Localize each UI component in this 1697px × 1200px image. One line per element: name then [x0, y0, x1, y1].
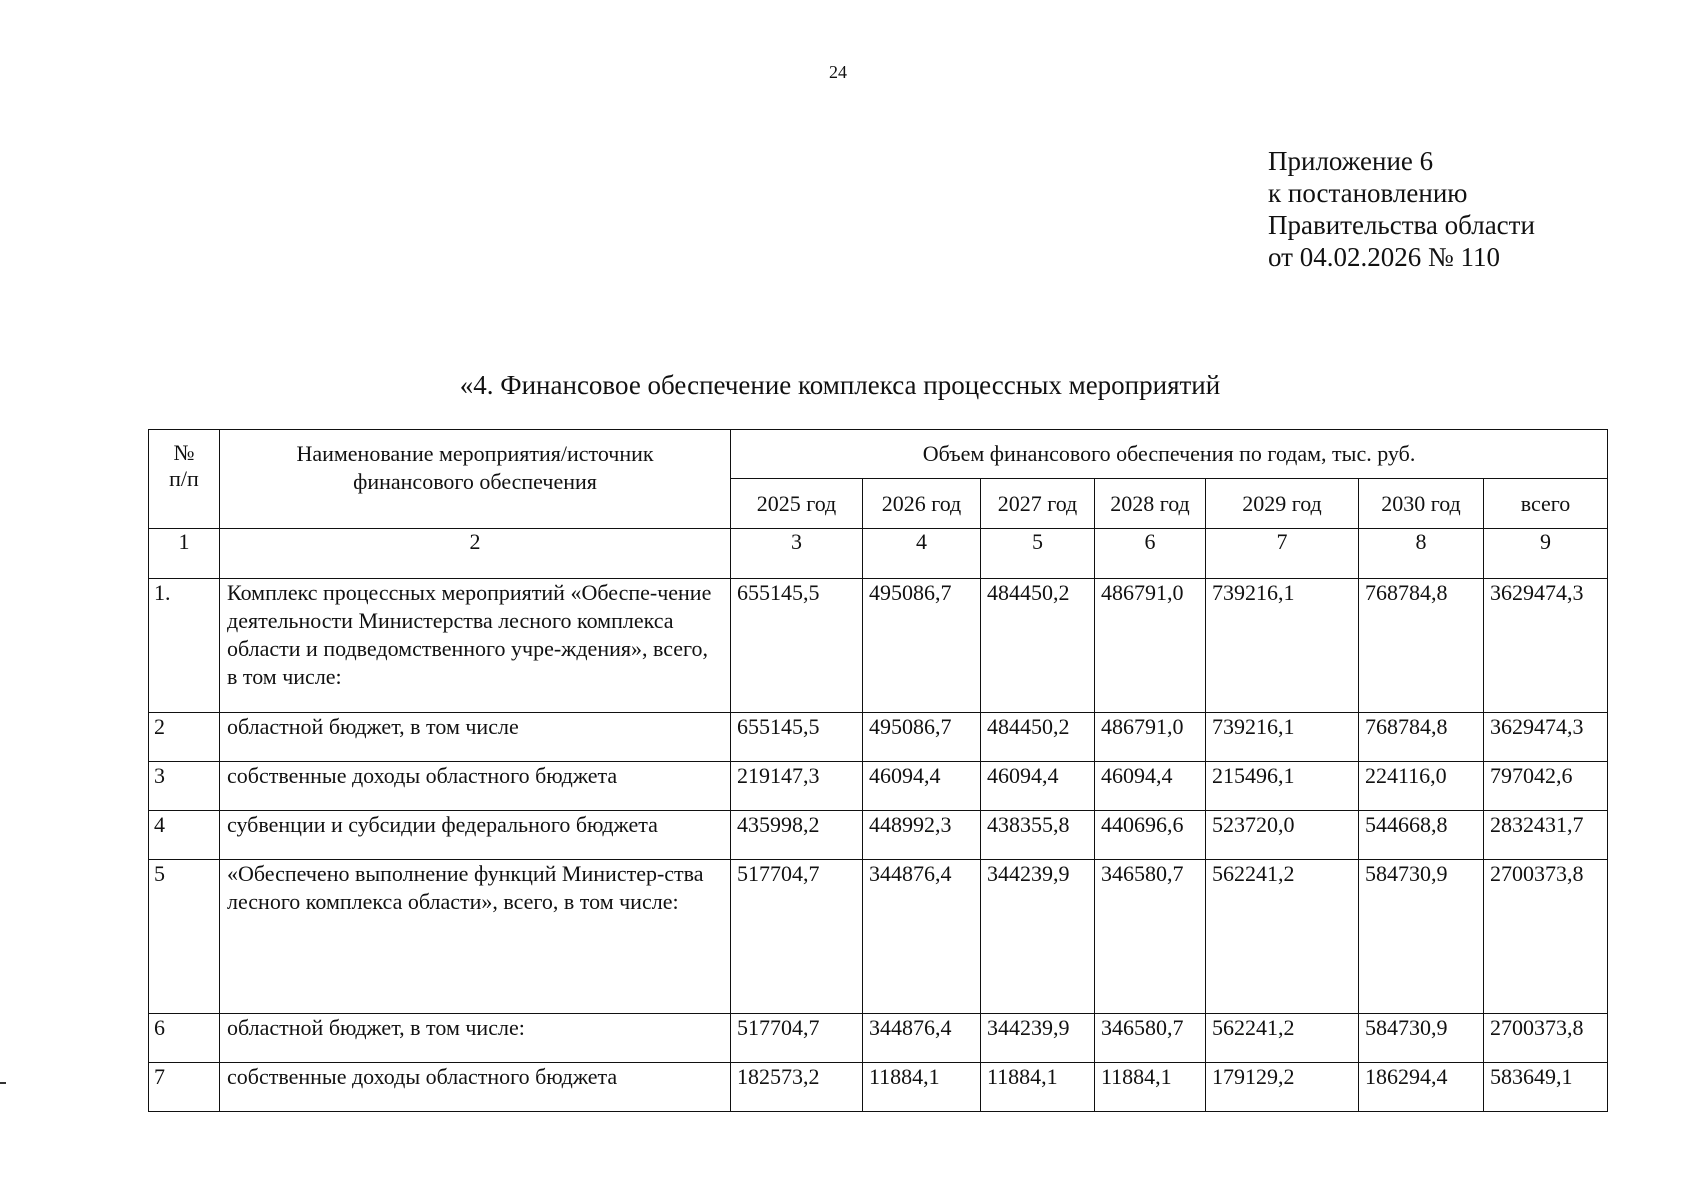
- header-num: [149, 430, 220, 529]
- row-value: 517704,7: [731, 860, 863, 1014]
- table-row: [149, 860, 1608, 1014]
- row-value: 484450,2: [981, 713, 1095, 762]
- row-value: 486791,0: [1095, 579, 1206, 713]
- row-name: областной бюджет, в том числе:: [220, 1014, 731, 1063]
- appendix-line: к постановлению: [1268, 178, 1468, 208]
- appendix-line: Приложение 6: [1268, 146, 1434, 176]
- row-value: 219147,3: [731, 762, 863, 811]
- row-value: 224116,0: [1359, 762, 1484, 811]
- row-value: 46094,4: [863, 762, 981, 811]
- table-row: [149, 1014, 1608, 1063]
- row-name: субвенции и субсидии федерального бюджета: [220, 811, 731, 860]
- header-num-text: № п/п: [169, 440, 199, 491]
- row-value: 655145,5: [731, 579, 863, 713]
- header-year: 2027 год: [981, 479, 1095, 529]
- row-num: 2: [149, 713, 220, 762]
- row-value: 344876,4: [863, 860, 981, 1014]
- row-value: 346580,7: [1095, 860, 1206, 1014]
- row-value: 584730,9: [1359, 1014, 1484, 1063]
- column-number: 5: [981, 529, 1095, 579]
- header-year: 2028 год: [1095, 479, 1206, 529]
- column-number: 2: [220, 529, 731, 579]
- row-value: 46094,4: [981, 762, 1095, 811]
- page-number: 24: [829, 62, 847, 82]
- row-value: 438355,8: [981, 811, 1095, 860]
- row-value: 182573,2: [731, 1063, 863, 1112]
- row-value: 739216,1: [1206, 713, 1359, 762]
- row-num: 3: [149, 762, 220, 811]
- row-value: 739216,1: [1206, 579, 1359, 713]
- row-value: 768784,8: [1359, 713, 1484, 762]
- row-total: 3629474,3: [1484, 579, 1608, 713]
- row-num: 7: [149, 1063, 220, 1112]
- row-value: 562241,2: [1206, 1014, 1359, 1063]
- row-total: 3629474,3: [1484, 713, 1608, 762]
- row-value: 517704,7: [731, 1014, 863, 1063]
- row-num: 6: [149, 1014, 220, 1063]
- row-value: 346580,7: [1095, 1014, 1206, 1063]
- header-year: 2029 год: [1206, 479, 1359, 529]
- row-value: 768784,8: [1359, 579, 1484, 713]
- row-value: 484450,2: [981, 579, 1095, 713]
- column-number: 7: [1206, 529, 1359, 579]
- row-name: областной бюджет, в том числе: [220, 713, 731, 762]
- row-value: 344239,9: [981, 1014, 1095, 1063]
- row-value: 435998,2: [731, 811, 863, 860]
- column-number: 6: [1095, 529, 1206, 579]
- header-volume: Объем финансового обеспечения по годам, тыс. руб.: [731, 430, 1608, 479]
- row-total: 2832431,7: [1484, 811, 1608, 860]
- row-name: Комплекс процессных мероприятий «Обеспе-чение деятельности Министерства лесного комплекса области и подведомственного учре-ждения», всего, в том числе:: [220, 579, 731, 713]
- header-name-text: Наименование мероприятия/источник финансового обеспечения: [296, 441, 654, 494]
- row-value: 486791,0: [1095, 713, 1206, 762]
- table-row: [149, 1063, 1608, 1112]
- appendix-line: от 04.02.2026 № 110: [1268, 242, 1500, 272]
- row-value: 344876,4: [863, 1014, 981, 1063]
- row-value: 495086,7: [863, 579, 981, 713]
- appendix-block: [1268, 145, 1535, 273]
- row-value: 544668,8: [1359, 811, 1484, 860]
- row-num: 4: [149, 811, 220, 860]
- table-title: «4. Финансовое обеспечение комплекса процессных мероприятий: [459, 370, 1221, 400]
- column-number: 1: [149, 529, 220, 579]
- margin-mark: [0, 1082, 6, 1084]
- column-number: 8: [1359, 529, 1484, 579]
- row-name: собственные доходы областного бюджета: [220, 762, 731, 811]
- appendix-line: Правительства области: [1268, 210, 1535, 240]
- row-value: 11884,1: [1095, 1063, 1206, 1112]
- row-num: 5: [149, 860, 220, 1014]
- header-year: 2026 год: [863, 479, 981, 529]
- column-number: 9: [1484, 529, 1608, 579]
- row-total: 797042,6: [1484, 762, 1608, 811]
- row-value: 448992,3: [863, 811, 981, 860]
- header-year: 2030 год: [1359, 479, 1484, 529]
- row-value: 562241,2: [1206, 860, 1359, 1014]
- row-value: 11884,1: [981, 1063, 1095, 1112]
- row-total: 583649,1: [1484, 1063, 1608, 1112]
- financing-table: [148, 429, 1608, 1112]
- row-value: 344239,9: [981, 860, 1095, 1014]
- row-value: 46094,4: [1095, 762, 1206, 811]
- row-value: 440696,6: [1095, 811, 1206, 860]
- table-row: [149, 579, 1608, 713]
- row-num: 1.: [149, 579, 220, 713]
- table-row: [149, 713, 1608, 762]
- row-name: «Обеспечено выполнение функций Министер-ства лесного комплекса области», всего, в том числе:: [220, 860, 731, 1014]
- header-name: [220, 430, 731, 529]
- table-row: [149, 762, 1608, 811]
- row-name: собственные доходы областного бюджета: [220, 1063, 731, 1112]
- row-value: 179129,2: [1206, 1063, 1359, 1112]
- row-value: 11884,1: [863, 1063, 981, 1112]
- table-row: [149, 811, 1608, 860]
- row-value: 495086,7: [863, 713, 981, 762]
- row-total: 2700373,8: [1484, 1014, 1608, 1063]
- row-value: 215496,1: [1206, 762, 1359, 811]
- column-number: 4: [863, 529, 981, 579]
- row-value: 523720,0: [1206, 811, 1359, 860]
- row-value: 655145,5: [731, 713, 863, 762]
- row-value: 186294,4: [1359, 1063, 1484, 1112]
- row-value: 584730,9: [1359, 860, 1484, 1014]
- column-numbers-row: [149, 529, 1608, 579]
- column-number: 3: [731, 529, 863, 579]
- header-year: 2025 год: [731, 479, 863, 529]
- row-total: 2700373,8: [1484, 860, 1608, 1014]
- header-total: всего: [1484, 479, 1608, 529]
